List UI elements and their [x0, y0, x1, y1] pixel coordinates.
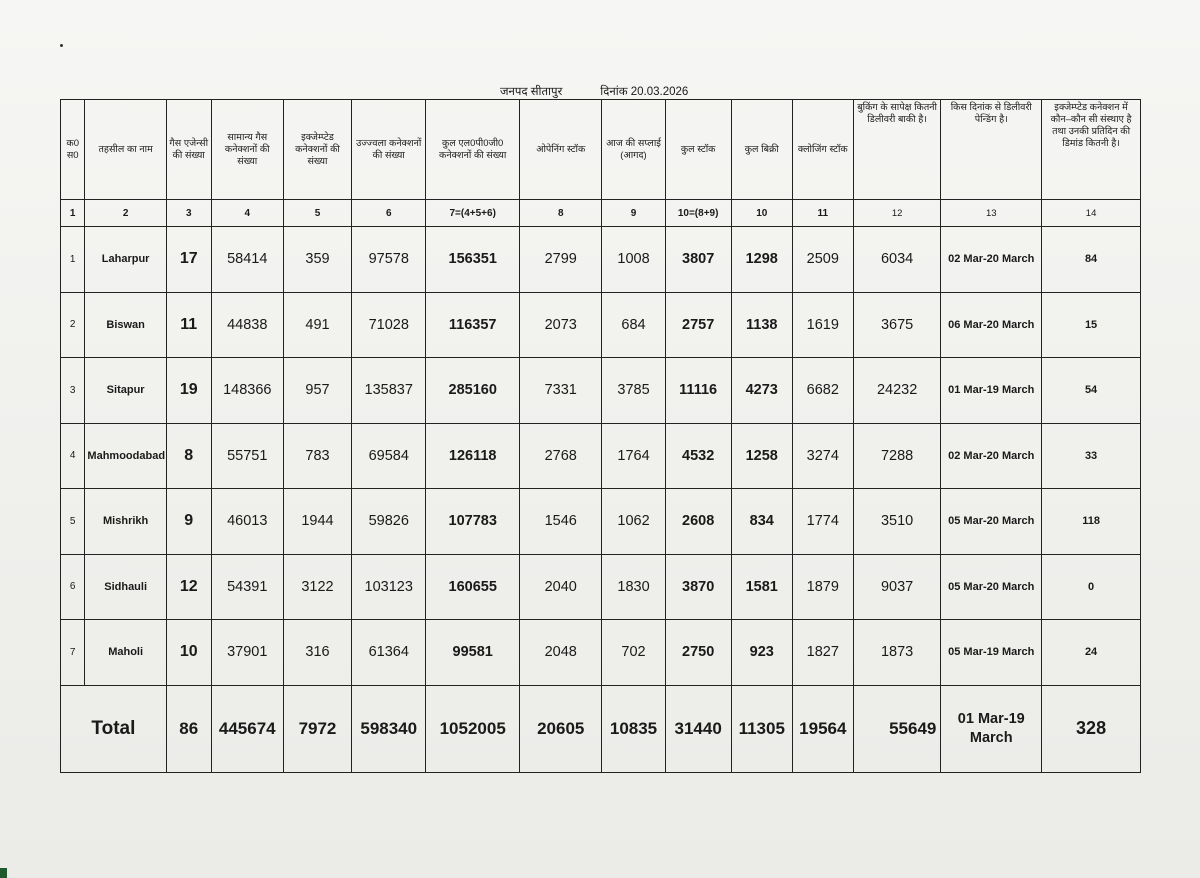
row-total-stock: 2608 — [665, 489, 731, 555]
total-opening: 20605 — [520, 685, 602, 772]
row-exempted-connections: 359 — [283, 227, 351, 293]
col-header-total-stock: कुल स्टॉक — [665, 100, 731, 200]
row-sales: 1298 — [731, 227, 792, 293]
col-number: 2 — [85, 200, 166, 227]
row-pending-delivery: 7288 — [853, 423, 941, 489]
row-ujjwala-connections: 69584 — [352, 423, 426, 489]
row-demand: 0 — [1042, 554, 1141, 620]
row-total-stock: 11116 — [665, 358, 731, 424]
row-sales: 923 — [731, 620, 792, 686]
report-header — [500, 84, 688, 99]
row-total-lpg: 107783 — [426, 489, 520, 555]
row-demand: 33 — [1042, 423, 1141, 489]
col-header-demand: इक्जेम्प्टेड कनेक्शन में कौन–कौन सी संस्थाए है तथा उनकी प्रतिदिन की डिमांड कितनी है। — [1042, 100, 1141, 200]
row-supply: 1062 — [602, 489, 665, 555]
lpg-stock-table — [60, 99, 1141, 773]
row-total-stock: 2750 — [665, 620, 731, 686]
col-number: 11 — [792, 200, 853, 227]
col-number: 10 — [731, 200, 792, 227]
row-general-connections: 148366 — [211, 358, 283, 424]
row-demand: 84 — [1042, 227, 1141, 293]
row-closing-stock: 6682 — [792, 358, 853, 424]
row-total-stock: 2757 — [665, 292, 731, 358]
row-supply: 684 — [602, 292, 665, 358]
row-total-lpg: 285160 — [426, 358, 520, 424]
row-tehsil-name: Biswan — [85, 292, 166, 358]
row-pending-since: 02 Mar-20 March — [941, 227, 1042, 293]
row-pending-delivery: 24232 — [853, 358, 941, 424]
col-number: 8 — [520, 200, 602, 227]
row-serial: 7 — [61, 620, 85, 686]
total-ujjwala: 598340 — [352, 685, 426, 772]
row-general-connections: 46013 — [211, 489, 283, 555]
row-pending-delivery: 6034 — [853, 227, 941, 293]
col-header-closing: क्लोजिंग स्टॉक — [792, 100, 853, 200]
row-ujjwala-connections: 135837 — [352, 358, 426, 424]
row-serial: 6 — [61, 554, 85, 620]
row-sales: 1138 — [731, 292, 792, 358]
row-ujjwala-connections: 71028 — [352, 292, 426, 358]
row-opening-stock: 2799 — [520, 227, 602, 293]
row-supply: 1830 — [602, 554, 665, 620]
col-header-sn: क0 स0 — [61, 100, 85, 200]
col-number: 10=(8+9) — [665, 200, 731, 227]
row-supply: 1008 — [602, 227, 665, 293]
table-row — [61, 423, 1141, 489]
row-pending-delivery: 3510 — [853, 489, 941, 555]
row-ujjwala-connections: 97578 — [352, 227, 426, 293]
row-agency-count: 9 — [166, 489, 211, 555]
row-pending-since: 05 Mar-20 March — [941, 554, 1042, 620]
row-ujjwala-connections: 59826 — [352, 489, 426, 555]
row-total-lpg: 156351 — [426, 227, 520, 293]
row-tehsil-name: Mahmoodabad — [85, 423, 166, 489]
total-pending-since: 01 Mar-19 March — [941, 685, 1042, 772]
row-general-connections: 54391 — [211, 554, 283, 620]
col-number: 1 — [61, 200, 85, 227]
row-exempted-connections: 3122 — [283, 554, 351, 620]
row-demand: 54 — [1042, 358, 1141, 424]
col-number: 3 — [166, 200, 211, 227]
total-exempted: 7972 — [283, 685, 351, 772]
row-general-connections: 58414 — [211, 227, 283, 293]
row-pending-since: 01 Mar-19 March — [941, 358, 1042, 424]
row-tehsil-name: Mishrikh — [85, 489, 166, 555]
col-header-total-lpg: कुल एल0पी0जी0 कनेक्शनों की संख्या — [426, 100, 520, 200]
col-number: 6 — [352, 200, 426, 227]
table-row — [61, 227, 1141, 293]
row-closing-stock: 1774 — [792, 489, 853, 555]
row-exempted-connections: 316 — [283, 620, 351, 686]
col-header-general: सामान्य गैस कनेक्शनों की संख्या — [211, 100, 283, 200]
row-serial: 2 — [61, 292, 85, 358]
col-header-agencies: गैस एजेन्सी की संख्या — [166, 100, 211, 200]
col-number: 12 — [853, 200, 941, 227]
total-stock: 31440 — [665, 685, 731, 772]
row-agency-count: 11 — [166, 292, 211, 358]
total-sales: 11305 — [731, 685, 792, 772]
row-pending-since: 06 Mar-20 March — [941, 292, 1042, 358]
report-date: दिनांक 20.03.2026 — [600, 86, 689, 98]
total-row — [61, 685, 1141, 772]
table-row — [61, 554, 1141, 620]
row-total-lpg: 160655 — [426, 554, 520, 620]
row-sales: 1581 — [731, 554, 792, 620]
row-sales: 4273 — [731, 358, 792, 424]
row-tehsil-name: Sidhauli — [85, 554, 166, 620]
col-header-pending: बुकिंग के सापेक्ष कितनी डिलीवरी बाकी है। — [853, 100, 941, 200]
row-supply: 702 — [602, 620, 665, 686]
col-header-sales: कुल बिक्री — [731, 100, 792, 200]
row-serial: 5 — [61, 489, 85, 555]
row-total-stock: 3807 — [665, 227, 731, 293]
total-general: 445674 — [211, 685, 283, 772]
row-pending-delivery: 3675 — [853, 292, 941, 358]
col-number: 14 — [1042, 200, 1141, 227]
row-total-lpg: 126118 — [426, 423, 520, 489]
row-closing-stock: 2509 — [792, 227, 853, 293]
row-closing-stock: 1619 — [792, 292, 853, 358]
total-pending: 55649 — [853, 685, 941, 772]
row-supply: 1764 — [602, 423, 665, 489]
row-exempted-connections: 491 — [283, 292, 351, 358]
row-pending-delivery: 1873 — [853, 620, 941, 686]
row-general-connections: 55751 — [211, 423, 283, 489]
col-number: 4 — [211, 200, 283, 227]
table-row — [61, 489, 1141, 555]
row-agency-count: 19 — [166, 358, 211, 424]
col-header-exempted: इक्जेम्प्टेड कनेक्शनों की संख्या — [283, 100, 351, 200]
row-exempted-connections: 783 — [283, 423, 351, 489]
row-opening-stock: 2073 — [520, 292, 602, 358]
row-general-connections: 44838 — [211, 292, 283, 358]
row-exempted-connections: 957 — [283, 358, 351, 424]
row-serial: 4 — [61, 423, 85, 489]
total-agencies: 86 — [166, 685, 211, 772]
total-label: Total — [61, 685, 167, 772]
row-agency-count: 10 — [166, 620, 211, 686]
row-serial: 3 — [61, 358, 85, 424]
row-opening-stock: 2768 — [520, 423, 602, 489]
row-opening-stock: 7331 — [520, 358, 602, 424]
row-opening-stock: 1546 — [520, 489, 602, 555]
total-lpg: 1052005 — [426, 685, 520, 772]
row-total-lpg: 99581 — [426, 620, 520, 686]
row-closing-stock: 3274 — [792, 423, 853, 489]
ink-dot — [60, 44, 63, 47]
district-label: जनपद सीतापुर — [500, 86, 563, 98]
row-agency-count: 17 — [166, 227, 211, 293]
row-sales: 1258 — [731, 423, 792, 489]
column-number-row — [61, 200, 1141, 227]
row-total-lpg: 116357 — [426, 292, 520, 358]
row-opening-stock: 2048 — [520, 620, 602, 686]
col-header-supply: आज की सप्लाई (आगद) — [602, 100, 665, 200]
col-number: 13 — [941, 200, 1042, 227]
row-supply: 3785 — [602, 358, 665, 424]
row-pending-since: 05 Mar-19 March — [941, 620, 1042, 686]
row-tehsil-name: Maholi — [85, 620, 166, 686]
total-closing: 19564 — [792, 685, 853, 772]
col-number: 7=(4+5+6) — [426, 200, 520, 227]
row-total-stock: 4532 — [665, 423, 731, 489]
table-row — [61, 620, 1141, 686]
row-closing-stock: 1827 — [792, 620, 853, 686]
col-number: 9 — [602, 200, 665, 227]
row-exempted-connections: 1944 — [283, 489, 351, 555]
col-header-ujjwala: उज्ज्वला कनेक्शनों की संख्या — [352, 100, 426, 200]
corner-mark — [0, 868, 7, 878]
col-header-opening: ओपेनिंग स्टॉक — [520, 100, 602, 200]
col-number: 5 — [283, 200, 351, 227]
row-agency-count: 8 — [166, 423, 211, 489]
table-row — [61, 358, 1141, 424]
row-pending-delivery: 9037 — [853, 554, 941, 620]
row-serial: 1 — [61, 227, 85, 293]
row-pending-since: 02 Mar-20 March — [941, 423, 1042, 489]
row-ujjwala-connections: 61364 — [352, 620, 426, 686]
col-header-tehsil: तहसील का नाम — [85, 100, 166, 200]
col-header-pending-since: किस दिनांक से डिलीवरी पेन्डिंग है। — [941, 100, 1042, 200]
row-demand: 15 — [1042, 292, 1141, 358]
total-supply: 10835 — [602, 685, 665, 772]
row-general-connections: 37901 — [211, 620, 283, 686]
row-opening-stock: 2040 — [520, 554, 602, 620]
total-demand: 328 — [1042, 685, 1141, 772]
row-agency-count: 12 — [166, 554, 211, 620]
row-demand: 24 — [1042, 620, 1141, 686]
row-sales: 834 — [731, 489, 792, 555]
row-pending-since: 05 Mar-20 March — [941, 489, 1042, 555]
row-tehsil-name: Sitapur — [85, 358, 166, 424]
row-total-stock: 3870 — [665, 554, 731, 620]
row-closing-stock: 1879 — [792, 554, 853, 620]
row-tehsil-name: Laharpur — [85, 227, 166, 293]
table-row — [61, 292, 1141, 358]
row-demand: 118 — [1042, 489, 1141, 555]
row-ujjwala-connections: 103123 — [352, 554, 426, 620]
column-header-row — [61, 100, 1141, 200]
